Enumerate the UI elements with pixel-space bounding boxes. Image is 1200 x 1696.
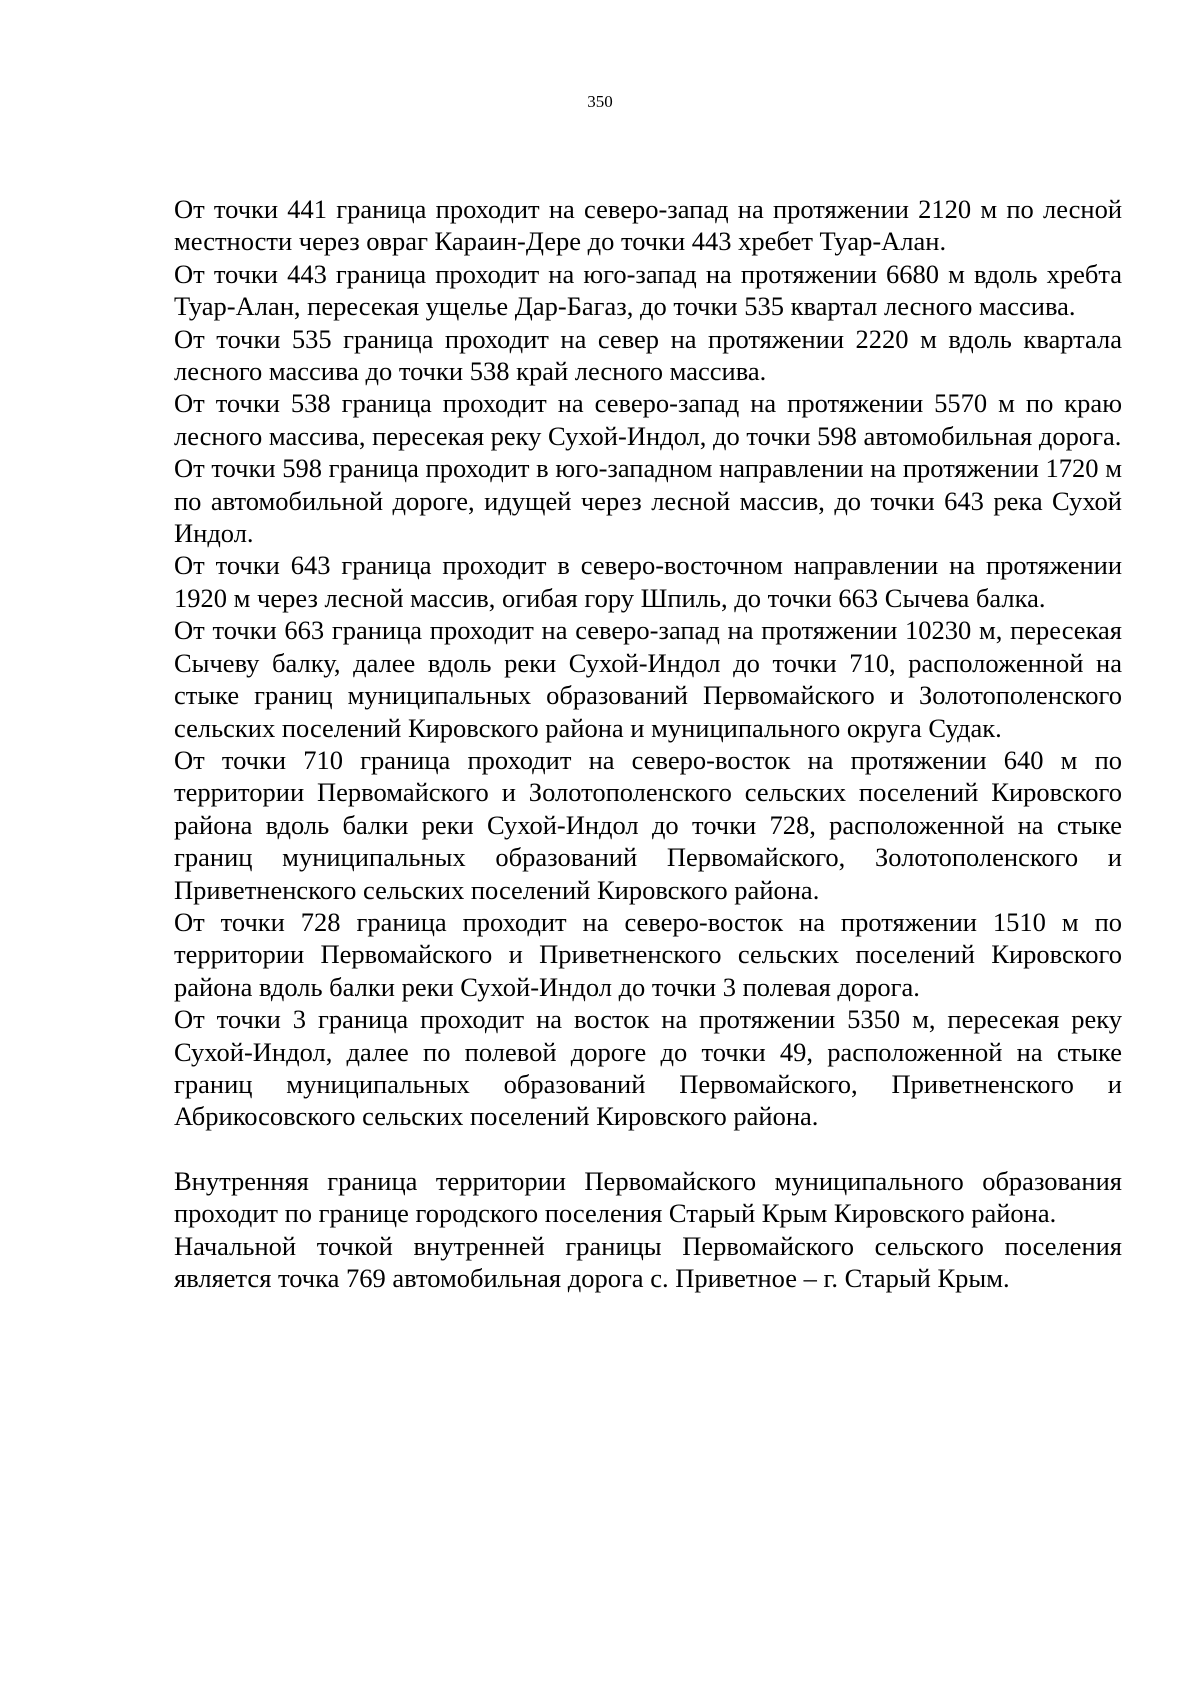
paragraph: Начальной точкой внутренней границы Первомайского сельского поселения является точка 769 автомобильная дорога с. Приветное – г. Старый Крым. (174, 1230, 1122, 1293)
paragraph: От точки 535 граница проходит на север на протяжении 2220 м вдоль квартала лесного массива до точки 538 край лесного массива. (174, 323, 1122, 387)
paragraph: От точки 443 граница проходит на юго-запад на протяжении 6680 м вдоль хребта Туар-Алан, пересекая ущелье Дар-Багаз, до точки 535 квартал лесного массива. (174, 258, 1122, 322)
paragraph: От точки 441 граница проходит на северо-запад на протяжении 2120 м по лесной местности через овраг Караин-Дере до точки 443 хребет Туар-Алан. (174, 194, 1122, 257)
paragraph: От точки 3 граница проходит на восток на протяжении 5350 м, пересекая реку Сухой-Индол, далее по полевой дороге до точки 49, расположенной на стыке границ муниципальных образований Первомайского, Приветненского и Абрикосовского сельских поселений Кировского района. (174, 1004, 1122, 1132)
paragraph: От точки 663 граница проходит на северо-запад на протяжении 10230 м, пересекая Сычеву балку, далее вдоль реки Сухой-Индол до точки 710, расположенной на стыке границ муниципальных образований Первомайского и Золотополенского сельских поселений Кировского района и муниципального округа Судак. (174, 615, 1122, 743)
document-body (174, 193, 1122, 1294)
paragraph: От точки 643 граница проходит в северо-восточном направлении на протяжении 1920 м через лесной массив, огибая гору Шпиль, до точки 663 Сычева балка. (174, 550, 1122, 613)
paragraph-spacer (174, 1133, 1122, 1165)
paragraph: От точки 538 граница проходит на северо-запад на протяжении 5570 м по краю лесного массива, пересекая реку Сухой-Индол, до точки 598 автомобильная дорога. (174, 388, 1122, 451)
paragraph: Внутренняя граница территории Первомайского муниципального образования проходит по границе городского поселения Старый Крым Кировского района. (174, 1165, 1122, 1229)
paragraph: От точки 710 граница проходит на северо-восток на протяжении 640 м по территории Первомайского и Золотополенского сельских поселений Кировского района вдоль балки реки Сухой-Индол до точки 728, расположенной на стыке границ муниципальных образований Первомайского, Золотополенского и Приветненского сельских поселений Кировского района. (174, 744, 1122, 905)
paragraph: От точки 728 граница проходит на северо-восток на протяжении 1510 м по территории Первомайского и Приветненского сельских поселений Кировского района вдоль балки реки Сухой-Индол до точки 3 полевая дорога. (174, 906, 1122, 1002)
paragraph: От точки 598 граница проходит в юго-западном направлении на протяжении 1720 м по автомобильной дороге, идущей через лесной массив, до точки 643 река Сухой Индол. (174, 453, 1122, 549)
page-number: 350 (587, 92, 613, 111)
